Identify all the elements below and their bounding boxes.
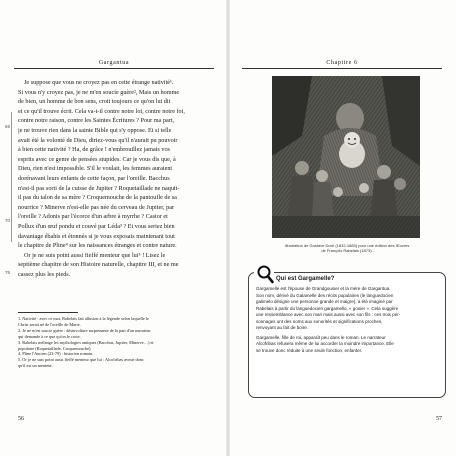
figure-caption: Illustration de Gustave Doré (1832-1883) pour une édition des Œuvres de François Rabelais (1873).	[284, 243, 410, 254]
footnote-line: 1. Nativité : avec ce mot, Rabelais fait allusion à la légende selon laquelle le	[18, 316, 150, 321]
box-line: Alcofribas refusera même de lui accorder la moindre importance. Elle	[256, 341, 394, 346]
line-number: 70	[5, 218, 11, 223]
head-rule-left	[14, 68, 214, 69]
footnote-line: qu'il est un menteur.	[18, 363, 53, 369]
footnote-rule	[18, 312, 78, 313]
right-page	[228, 0, 456, 456]
info-box-title: Qui est Gargamelle?	[276, 276, 335, 282]
box-line: se trouve donc réduite à une seule fonction, enfanter.	[256, 347, 363, 353]
page-number-left: 56	[18, 416, 24, 422]
text-line: Je suppose que vous ne croyez pas en cette étrange nativité¹.	[24, 79, 174, 86]
text-line: il pas du talon de sa mère ? Croquemouche de la pantoufle de sa	[18, 194, 177, 202]
text-line: davantage ébahis et étonnés si je vous exposais maintenant tout	[18, 232, 175, 240]
text-line: Si vous n'y croyez pas, je ne m'en soucie guère², Mais un homme	[18, 88, 180, 96]
box-line: Rabelais à partir du languedocien gargamello, « gosier ». Cela suggère	[256, 305, 399, 311]
text-line: et ce qu'il trouve écrit. Cela va-t-il contre notre loi, contre notre foi,	[18, 107, 185, 115]
running-head-left: Gargantua	[98, 60, 130, 66]
page-number-right: 57	[436, 416, 442, 422]
footnote-line: 3. Rabelais mélange les mythologies antiques (Bacchus, Jupiter, Minerve…) et	[18, 339, 154, 345]
text-line: je ne trouve rien dans la sainte Bible qui s'y oppose. Et si telle	[18, 126, 172, 134]
line-number: 75	[5, 270, 11, 275]
text-line: dorénavant leurs enfants de cette façon, par l'oreille. Bacchus	[18, 174, 170, 182]
box-line: galimelo désigne une personne grande et maigre), a été imaginé par	[256, 299, 393, 304]
text-line: l'oreille ? Adonis par l'écorce d'un arbre à myrrhe ? Castor et	[18, 213, 168, 221]
main-text	[18, 78, 210, 279]
text-line: esprits avec ce genre de pensées stupides. Car je vous dis que, à	[18, 155, 176, 163]
box-line: sonnages ont des noms aux sonorités et significations proches,	[256, 318, 383, 324]
footnote-line: 2. Je ne m'en soucie guère : désinvolture surprenante de la part d'un narrateur	[18, 327, 151, 333]
footnote-line: Christ serait né de l'oreille de Marie.	[18, 321, 81, 327]
text-line: Pollux d'un œuf pondu et couvé par Léda³ ? Et vous seriez bien	[18, 222, 175, 230]
margin-marker-bar	[11, 112, 12, 242]
footnote-line: 5. Or je ne suis point aussi fieffé menteur que lui : Alcofribas avoue donc	[18, 357, 144, 363]
engraving-drawing	[272, 76, 420, 238]
box-line: Gargamelle est l'épouse de Grandgousier et la mère de Gargantua.	[256, 286, 391, 291]
line-number: 65	[5, 124, 11, 129]
box-line: Gargamelle, fille de roi, apparaît peu dans le roman. Le narrateur	[256, 334, 386, 340]
text-line: à bien cette nativité ? Ha, de grâce ! n'embrouillez jamais vos	[18, 146, 170, 154]
box-line: renvoyant au fait de boire.	[256, 325, 309, 330]
text-line: avait été la volonté de Dieu, diriez-vous qu'il n'aurait pu pouvoir	[18, 136, 178, 144]
footnote-line: qui demande à ce que qu'on le croie.	[18, 333, 81, 339]
text-line: n'est-il pas sorti de la cuisse de Jupiter ? Roquetaillade ne naquit-	[18, 184, 180, 192]
text-line: cassez plus les pieds.	[18, 270, 71, 278]
engraving-illustration	[272, 76, 420, 238]
box-line: une ressemblance avec son mari mais aussi avec son fils : ces trois per-	[256, 312, 401, 317]
text-line: septième chapitre de son Histoire naturelle, chapitre III, et ne me	[18, 261, 179, 269]
running-head-right: Chapitre 6	[326, 60, 358, 66]
magnifier-icon	[256, 264, 274, 284]
footnotes	[18, 316, 210, 369]
info-box-text	[256, 286, 440, 354]
head-rule-right	[242, 68, 442, 69]
text-line: le chapitre de Pline⁴ sur les naissances étranges et contre nature.	[18, 242, 177, 250]
text-line: Or je ne suis point aussi fieffé menteur que lui⁵ ! Lisez le	[24, 251, 166, 259]
footnote-line: populaire (Roquetaillade, Croquemouche).	[18, 345, 92, 351]
footnote-line: 4. Pline l'Ancien (23-79) : historien romain.	[18, 351, 94, 357]
text-line: contre notre raison, contre les Saintes Écritures ? Pour ma part,	[18, 117, 175, 125]
text-line: de bien, un homme de bon sens, croit toujours ce qu'on lui dit	[18, 98, 171, 106]
text-line: nourrice ? Minerve n'est-elle pas née du cerveau de Jupiter, par	[18, 203, 174, 211]
box-line: Son nom, dérivé du Galamelle des récits populaires (le languedocien	[256, 292, 394, 298]
text-line: Dieu, rien n'est impossible. S'il le voulait, les femmes auraient	[18, 165, 173, 173]
